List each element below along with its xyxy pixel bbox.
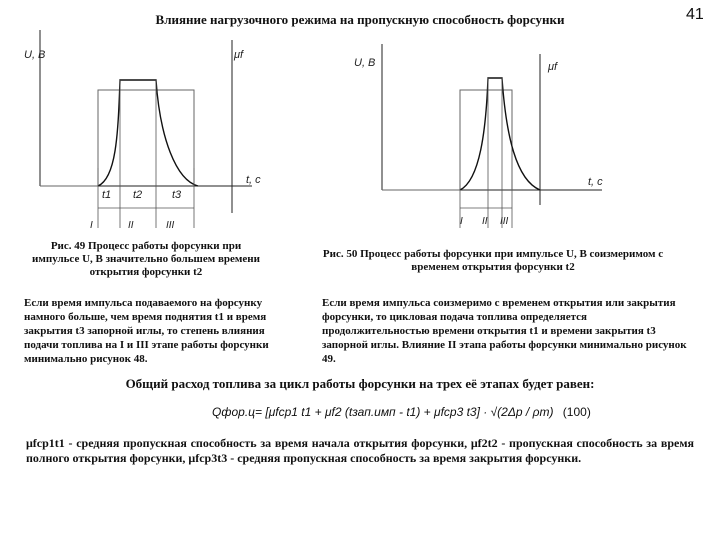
paragraph-left: Если время импульса подаваемого на форсунку намного больше, чем время поднятия t1 и время закрытия t3 запорной иглы, то степень влияния подачи топлива на I и III этапе работы форсунки минимально рисунок 48.: [24, 297, 269, 365]
left-t3: t3: [172, 189, 182, 201]
right-flow-curve: [460, 78, 540, 190]
figure-right-chart: [340, 40, 620, 240]
left-y-label: U, В: [24, 49, 46, 61]
left-t2: t2: [133, 189, 143, 201]
formula-number: (100): [562, 405, 591, 419]
definitions: μfср1t1 - средняя пропускная способность за время начала открытия форсунки, μf2t2 - пропускная способность за время полного открытия форсунки, μfср3t3 - средняя пропускная способность за время закрытия форсунки.: [26, 436, 694, 465]
right-x-label: t, c: [588, 176, 603, 188]
formula: [212, 405, 591, 419]
right-stage-1: I: [460, 216, 463, 227]
page-number: 41: [686, 6, 704, 23]
figure-right-caption: Рис. 50 Процесс работы форсунки при импульсе U, В соизмеримом с временем открытия форсунки t2: [322, 248, 664, 273]
figure-left-chart: [20, 28, 270, 238]
figure-left-caption: Рис. 49 Процесс работы форсунки при импульсе U, В значительно большем времени открытия форсунки t2: [32, 240, 260, 278]
right-stage-2: II: [482, 216, 488, 227]
right-y-label: U, В: [354, 57, 376, 69]
formula-text: Qфор.ц= [μfср1 t1 + μf2 (tзап.имп - t1) + μfср3 t3] · √(2Δp / ρт): [212, 405, 554, 419]
slide-title: Влияние нагрузочного режима на пропускную способность форсунки: [155, 12, 565, 27]
left-t1: t1: [102, 189, 112, 201]
right-stage-3: III: [500, 216, 509, 227]
left-stage-1: I: [90, 220, 93, 231]
right-mu-label: μf: [548, 61, 558, 73]
sum-heading: Общий расход топлива за цикл работы форсунки на трех её этапах будет равен:: [125, 376, 595, 391]
left-stage-2: II: [128, 220, 134, 231]
paragraph-right: Если время импульса соизмеримо с временем открытия или закрытия форсунки, то цикловая подача топлива определяется продолжительностью времени открытия t1 и времени закрытия t3 запорной иглы. Влияние II этапа работы форсунки минимально рисунок 49.: [322, 297, 687, 365]
left-mu-label: μf: [234, 49, 244, 61]
left-x-label: t, c: [246, 174, 261, 186]
right-impulse-step: [382, 90, 512, 190]
left-stage-3: III: [166, 220, 175, 231]
left-flow-curve: [98, 80, 198, 186]
